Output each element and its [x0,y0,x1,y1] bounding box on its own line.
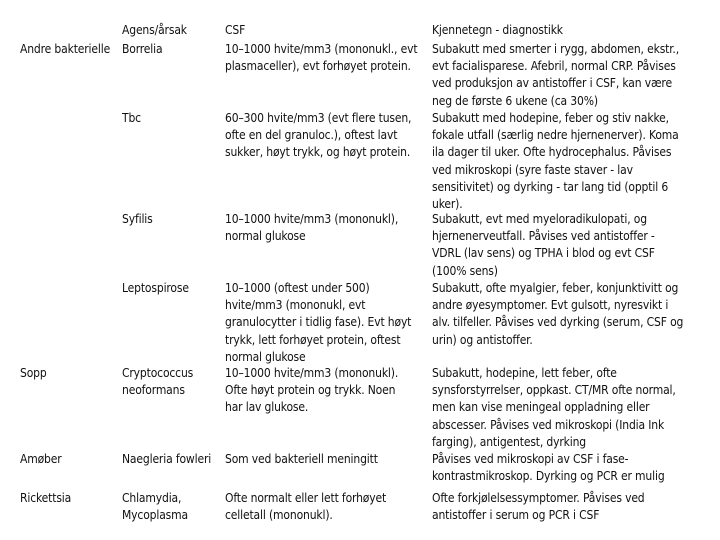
agens-cell: Tbc [122,111,141,125]
agens-cell: Leptospirose [122,281,189,295]
agens-cell: Syfilis [122,212,153,226]
kjennetegn-cell: Subakutt med smerter i rygg, abdomen, ekstr., evt facialisparese. Afebril, normal CRP. Påvises ved produksjon av antistoffer i CSF, kan være neg de første 6 ukene (ca 30%) [432,42,679,108]
group-label: Amøber [20,452,62,466]
header-kjennetegn: Kjennetegn - diagnostikk [432,23,563,37]
agens-cell: Naegleria fowleri [122,452,212,466]
csf-cell: 10–1000 hvite/mm3 (mononukl), normal glukose [225,212,399,244]
kjennetegn-cell: Subakutt, evt med myeloradikulopati, og hjernenerveutfall. Påvises ved antistoffer - VDRL (lav sens) og TPHA i blod og evt CSF (100% sens) [432,212,655,278]
agens-cell: Chlamydia, Mycoplasma [122,491,188,523]
kjennetegn-cell: Subakutt, ofte myalgier, feber, konjunktivitt og andre øyesymptomer. Evt gulsott, nyresvikt i alv. tilfeller. Påvises ved dyrking (serum, CSF og urin) og antistoffer. [432,281,684,347]
csf-cell: Som ved bakteriell meningitt [225,452,378,466]
kjennetegn-cell: Påvises ved mikroskopi av CSF i fase- kontrastmikroskop. Dyrking og PCR er mulig [432,452,665,484]
csf-cell: 10–1000 hvite/mm3 (mononukl., evt plasmaceller), evt forhøyet protein. [225,42,418,74]
kjennetegn-cell: Subakutt, hodepine, lett feber, ofte synsforstyrrelser, oppkast. CT/MR ofte normal, men kan vise meningeal oppladning eller abscesser. Påvises ved mikroskopi (India Ink farging), antigentest, dyrking [432,366,676,449]
agens-cell: Cryptococcus neoformans [122,366,194,398]
group-label: Andre bakterielle [20,42,111,56]
csf-cell: Ofte normalt eller lett forhøyet celletall (mononukl). [225,491,387,523]
csf-cell: 60–300 hvite/mm3 (evt flere tusen, ofte en del granuloc.), oftest lavt sukker, høyt trykk, og høyt protein. [225,111,412,160]
group-label: Sopp [20,366,47,380]
agens-cell: Borrelia [122,42,163,56]
csf-cell: 10–1000 (oftest under 500) hvite/mm3 (mononukl, evt granulocytter i tidlig fase). Evt høyt trykk, lett forhøyet protein, oftest normal glukose [225,281,412,364]
header-csf: CSF [225,23,246,37]
group-label: Rickettsia [20,491,72,505]
header-agens: Agens/årsak [122,23,187,37]
csf-cell: 10–1000 hvite/mm3 (mononukl). Ofte høyt protein og trykk. Noen har lav glukose. [225,366,399,415]
kjennetegn-cell: Ofte forkjølelsessymptomer. Påvises ved antistoffer i serum og PCR i CSF [432,491,645,523]
kjennetegn-cell: Subakutt med hodepine, feber og stiv nakke, fokale utfall (særlig nedre hjernenerver). Koma ila dager til uker. Ofte hydrocephalus. Påvises ved mikroskopi (syre faste staver - lav sensitivitet) og dyrking - tar lang tid (opptil 6 uker). [432,111,679,212]
